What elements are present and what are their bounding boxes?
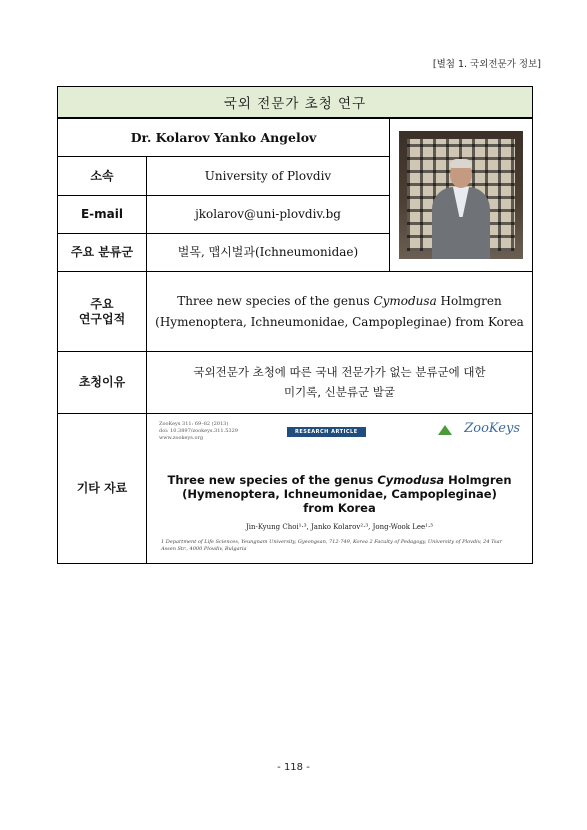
email-label: E-mail <box>58 196 147 234</box>
email-value[interactable]: jkolarov@uni-plovdiv.bg <box>147 196 390 234</box>
research-article-badge: RESEARCH ARTICLE <box>287 427 366 437</box>
expert-name: Dr. Kolarov Yanko Angelov <box>58 118 390 157</box>
paper-authors: Jin-Kyung Choi¹·³, Janko Kolarov²·³, Jong-Wook Lee¹·³ <box>245 522 433 531</box>
person-hair <box>450 159 472 168</box>
zookeys-logo-icon <box>438 425 452 435</box>
paper-title-line1-post: Holmgren <box>444 472 512 487</box>
paper-title-line3: from Korea <box>303 500 376 515</box>
photo-cell <box>390 118 533 272</box>
zookeys-logo: ZooKeys <box>464 420 520 436</box>
expert-info-table <box>57 86 533 564</box>
affiliation-label: 소속 <box>58 157 147 196</box>
research-label <box>58 272 147 352</box>
paper-affiliation: 1 Department of Life Sciences, Yeungnam University, Gyeongsan, 712-749, Korea 2 Faculty of Pedagogy, University of Plovdiv, 24 Tsar Assen Str., 4000 Plovdiv, Bulgaria <box>161 538 502 552</box>
research-label-line1: 주요 <box>90 296 114 311</box>
reason-line1: 국외전문가 초청에 따른 국내 전문가가 없는 분류군에 대한 <box>193 364 486 379</box>
paper-thumbnail <box>147 415 532 563</box>
research-line1-pre: Three new species of the genus <box>177 294 374 309</box>
reason-value <box>147 352 533 414</box>
paper-meta-doi: doi: 10.3897/zookeys.311.5329 <box>159 427 238 434</box>
paper-meta-journal: ZooKeys 311: 69–82 (2013) <box>159 420 229 427</box>
paper-meta <box>159 421 238 442</box>
paper-title-line2: (Hymenoptera, Ichneumonidae, Campopleginae) <box>182 486 497 501</box>
paper-title <box>147 473 532 515</box>
attachment-label: [별첨 1. 국외전문가 정보] <box>432 59 541 70</box>
taxon-label: 주요 분류군 <box>58 234 147 272</box>
paper-meta-url: www.zookeys.org <box>159 434 204 441</box>
reason-label: 초청이유 <box>58 352 147 414</box>
research-label-line2: 연구업적 <box>78 311 126 326</box>
paper-title-line1-pre: Three new species of the genus <box>167 472 378 487</box>
affiliation-value: University of Plovdiv <box>147 157 390 196</box>
research-genus: Cymodusa <box>373 294 437 309</box>
table-title: 국외 전문가 초청 연구 <box>58 87 533 119</box>
research-line2: (Hymenoptera, Ichneumonidae, Campopleginae) from Korea <box>155 314 524 329</box>
research-line1-post: Holmgren <box>436 294 502 309</box>
taxon-value: 벌목, 맵시벌과(Ichneumonidae) <box>147 234 390 272</box>
reason-line2: 미기록, 신분류군 발굴 <box>284 384 395 399</box>
paper-title-genus: Cymodusa <box>377 472 445 487</box>
other-label: 기타 자료 <box>58 414 147 564</box>
research-value <box>147 272 533 352</box>
expert-photo <box>399 131 523 259</box>
page-number: - 118 - <box>277 762 310 773</box>
paper-cell <box>147 414 533 564</box>
